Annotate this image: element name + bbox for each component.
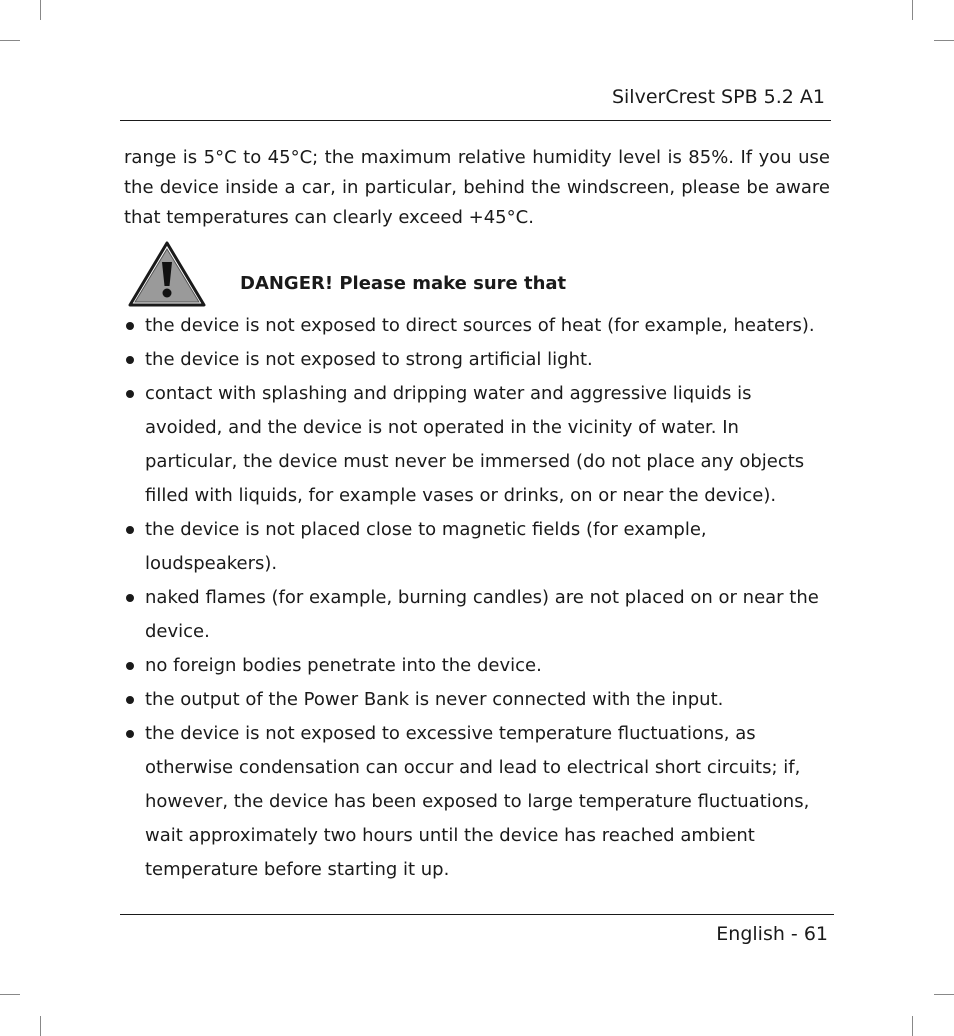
- list-item: [124, 377, 834, 513]
- bullet-icon: [126, 390, 134, 398]
- list-item-text: no foreign bodies penetrate into the device.: [145, 655, 542, 676]
- header-title: SilverCrest SPB 5.2 A1: [611, 86, 825, 108]
- list-item: [124, 717, 834, 887]
- crop-mark: [912, 0, 913, 20]
- bullet-icon: [126, 696, 134, 704]
- footer-rule: [120, 914, 834, 915]
- list-item: [124, 581, 834, 649]
- header-rule: [120, 120, 831, 121]
- list-item: [124, 649, 834, 683]
- list-item-text: the device is not exposed to excessive temperature fluctuations, as otherwise condensation can occur and lead to electrical short circuits; if, however, the device has been exposed to large temperature fluctuations, wait approximately two hours until the device has reached ambient temperature before starting it up.: [145, 723, 810, 880]
- list-item: [124, 343, 834, 377]
- warning-triangle-icon: [128, 240, 206, 308]
- list-item-text: contact with splashing and dripping water and aggressive liquids is avoided, and the device is not operated in the vicinity of water. In particular, the device must never be immersed (do not place any objects filled with liquids, for example vases or drinks, on or near the device).: [145, 383, 805, 506]
- bullet-icon: [126, 526, 134, 534]
- bullet-icon: [126, 594, 134, 602]
- bullet-icon: [126, 662, 134, 670]
- bullet-icon: [126, 730, 134, 738]
- page-number: English - 61: [716, 923, 828, 945]
- crop-mark: [934, 40, 954, 41]
- crop-mark: [912, 1016, 913, 1036]
- intro-paragraph: range is 5°C to 45°C; the maximum relative humidity level is 85%. If you use the device inside a car, in particular, behind the windscreen, please be aware that temperatures can clearly exceed +45°C.: [124, 147, 830, 228]
- list-item-text: naked flames (for example, burning candles) are not placed on or near the device.: [145, 587, 819, 642]
- list-item-text: the device is not exposed to direct sources of heat (for example, heaters).: [145, 315, 815, 336]
- danger-list: [124, 309, 834, 887]
- crop-mark: [40, 1016, 41, 1036]
- crop-mark: [934, 994, 954, 995]
- bullet-icon: [126, 356, 134, 364]
- list-item: [124, 683, 834, 717]
- crop-mark: [0, 994, 20, 995]
- crop-mark: [40, 0, 41, 20]
- list-item-text: the device is not exposed to strong artificial light.: [145, 349, 593, 370]
- crop-mark: [0, 40, 20, 41]
- list-item-text: the device is not placed close to magnetic fields (for example, loudspeakers).: [145, 519, 707, 574]
- list-item: [124, 309, 834, 343]
- danger-heading: DANGER! Please make sure that: [240, 273, 567, 294]
- list-item: [124, 513, 834, 581]
- bullet-icon: [126, 322, 134, 330]
- list-item-text: the output of the Power Bank is never connected with the input.: [145, 689, 724, 710]
